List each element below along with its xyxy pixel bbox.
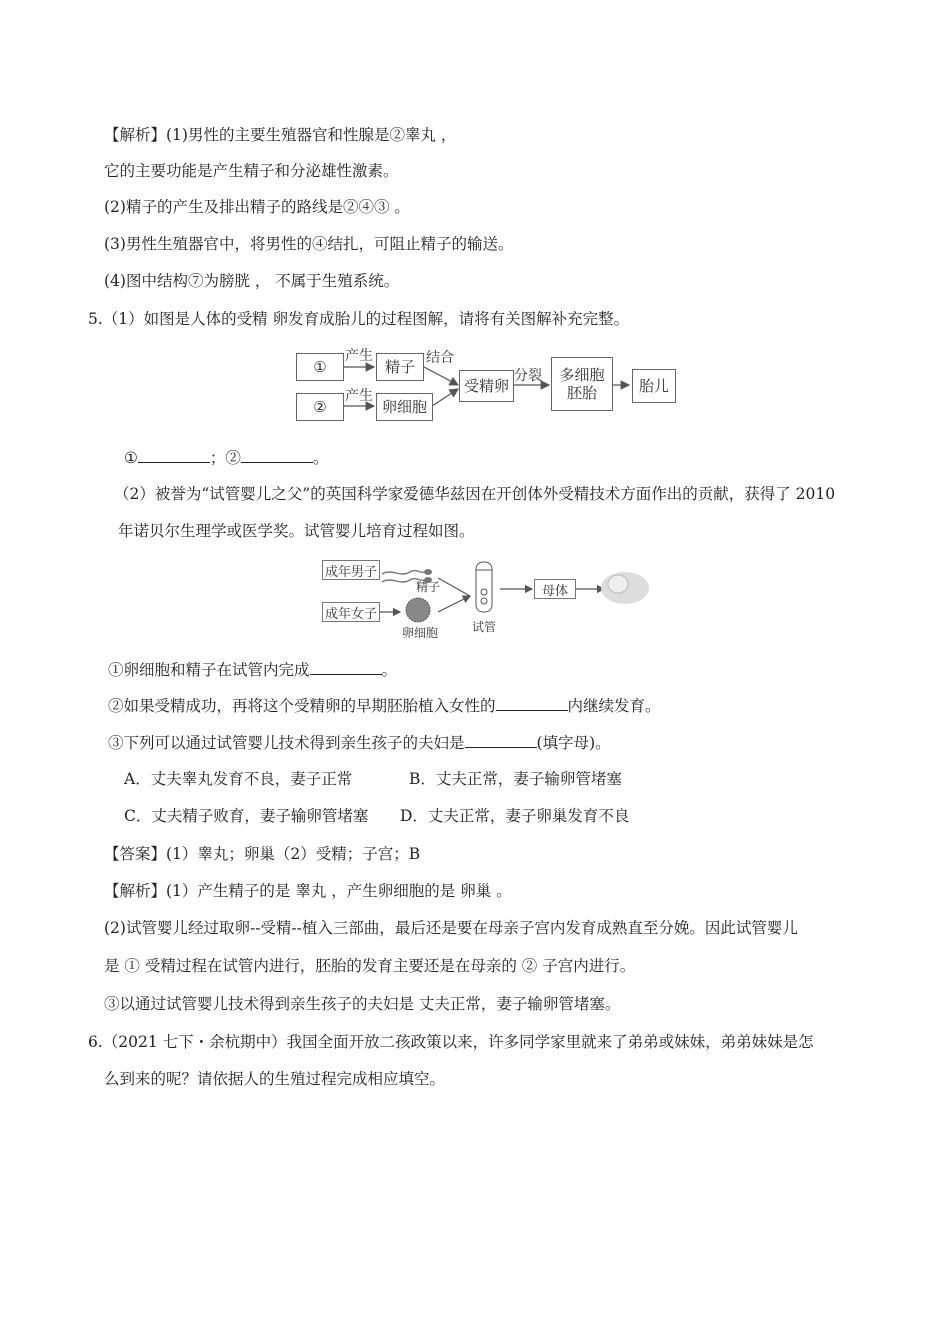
sub-question-end: 内继续发育。: [567, 697, 661, 715]
sub-question-text: ②如果受精成功，再将这个受精卵的早期胚胎植入女性的: [108, 697, 496, 715]
sub-question-end: (填字母)。: [536, 734, 611, 752]
sub-question-3: [108, 731, 611, 754]
sub-question-1: [108, 658, 397, 681]
question-5-stem: 5.（1）如图是人体的受精 卵发育成胎儿的过程图解，请将有关图解补充完整。: [88, 310, 630, 328]
blank-label-2: ；②: [209, 449, 241, 467]
label-divide: 分裂: [514, 368, 542, 384]
analysis-line: 【解析】(1)男性的主要生殖器官和性腺是②睾丸 ，: [104, 126, 457, 144]
box-embryo: 多细胞 胚胎: [551, 357, 613, 411]
analysis-line: (3)男性生殖器官中，将男性的④结扎，可阻止精子的输送。: [104, 235, 514, 253]
box-2: ②: [296, 393, 344, 421]
blank-label-1: ①: [124, 449, 138, 467]
egg-cell-icon: [406, 598, 430, 622]
analysis-line: 它的主要功能是产生精子和分泌雄性激素。: [104, 162, 399, 180]
box-mother: 母体: [534, 579, 576, 599]
analysis-line: ③以通过试管婴儿技术得到亲生孩子的夫妇是 丈夫正常，妻子输卵管堵塞。: [104, 995, 621, 1013]
answer-blank-3[interactable]: [310, 658, 382, 675]
answer-blank-5[interactable]: [465, 731, 537, 748]
answer-line: 【答案】(1）睾丸；卵巢（2）受精；子宫；B: [104, 845, 421, 863]
answer-blank-2[interactable]: [241, 446, 313, 463]
answer-blank-4[interactable]: [496, 694, 568, 711]
option-a: A．丈夫睾丸发育不良，妻子正常: [124, 770, 353, 788]
box-egg: 卵细胞: [376, 393, 433, 421]
label-egg: 卵细胞: [402, 626, 439, 640]
analysis-line: (4)图中结构⑦为膀胱 ， 不属于生殖系统。: [104, 272, 400, 290]
sub-question-2: [108, 694, 661, 717]
label-test-tube: 试管: [472, 620, 497, 634]
fertilization-flow-diagram: [296, 345, 676, 425]
analysis-line: 【解析】(1）产生精子的是 睾丸 ，产生卵细胞的是 卵巢 。: [104, 882, 512, 900]
sub-question-text: ①卵细胞和精子在试管内完成: [108, 661, 310, 679]
box-adult-man: 成年男子: [322, 560, 380, 580]
sub-question-text: ③下列可以通过试管婴儿技术得到亲生孩子的夫妇是: [108, 734, 465, 752]
box-fetus: 胎儿: [632, 369, 676, 403]
label-combine: 结合: [426, 350, 454, 366]
blank-end: 。: [312, 449, 329, 467]
sperm-icon: [382, 571, 426, 574]
part2-text: （2）被誉为“试管婴儿之父”的英国科学家爱德华兹因在开创体外受精技术方面作出的贡献，获得了 2010: [114, 485, 836, 503]
box-zygote: 受精卵: [459, 370, 514, 402]
box-sperm: 精子: [376, 353, 424, 381]
blank-line: [124, 446, 328, 469]
question-6-stem: 6.（2021 七下・余杭期中）我国全面开放二孩政策以来，许多同学家里就来了弟弟或妹妹，弟弟妹妹是怎: [88, 1033, 814, 1051]
analysis-line: (2)试管婴儿经过取卵--受精--植入三部曲，最后还是要在母亲子宫内发育成熟直至分娩。因此试管婴儿: [104, 919, 798, 937]
analysis-line: (2)精子的产生及排出精子的路线是②④③ 。: [104, 198, 410, 216]
option-c: C．丈夫精子败育，妻子输卵管堵塞: [124, 807, 369, 825]
option-d: D．丈夫正常，妻子卵巢发育不良: [400, 807, 630, 825]
sub-question-end: 。: [381, 661, 398, 679]
label-produce: 产生: [345, 388, 373, 404]
box-1: ①: [296, 353, 344, 381]
option-b: B．丈夫正常，妻子输卵管堵塞: [409, 770, 622, 788]
ivf-process-diagram: [320, 556, 650, 638]
question-6-stem: 么到来的呢？请依据人的生殖过程完成相应填空。: [104, 1070, 446, 1088]
part2-text: 年诺贝尔生理学或医学奖。试管婴儿培育过程如图。: [118, 522, 475, 540]
answer-blank-1[interactable]: [138, 446, 210, 463]
label-produce: 产生: [345, 348, 373, 364]
label-sperm: 精子: [416, 580, 441, 594]
analysis-line: 是 ① 受精过程在试管内进行，胚胎的发育主要还是在母亲的 ② 子宫内进行。: [104, 957, 636, 975]
box-adult-woman: 成年女子: [322, 602, 380, 622]
